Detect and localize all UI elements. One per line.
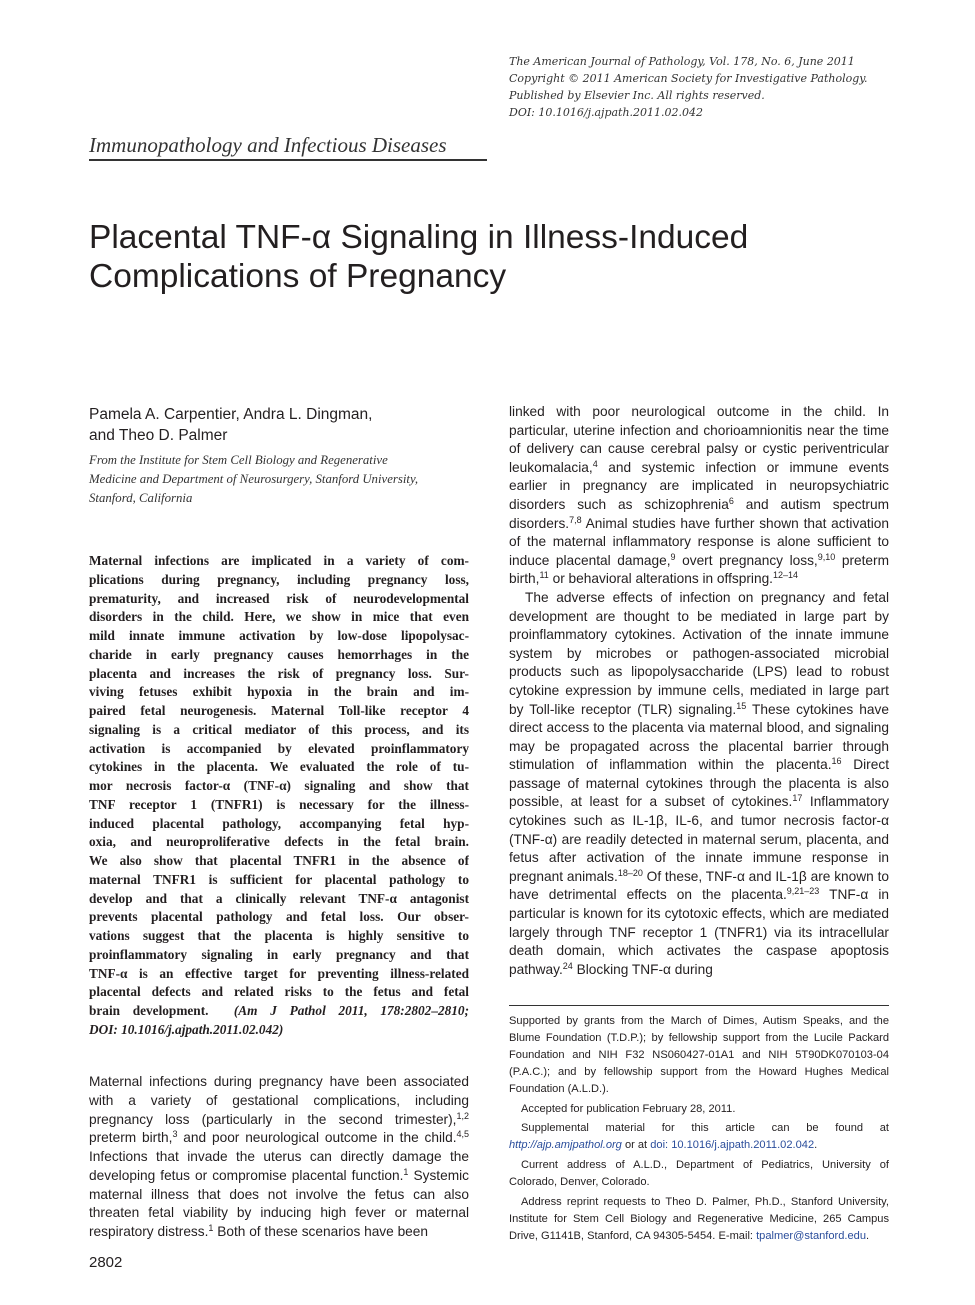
email-link[interactable]: tpalmer@stanford.edu <box>756 1229 867 1242</box>
title-line: Complications of Pregnancy <box>89 258 507 295</box>
abstract-line: proinflammatory signaling in early pregnancy and that <box>89 946 469 962</box>
footnote-rule <box>509 1005 889 1006</box>
abstract-line: disorders in the child. Here, we show in mice that even <box>89 609 469 625</box>
body-text: Systemic maternal illness that does not involve the fetus can also threaten fetal viability by inducing high fever or maternal respiratory distress. <box>89 1167 469 1239</box>
reprint-note <box>509 1194 889 1245</box>
footnote-text: . <box>866 1229 870 1242</box>
journal-line: DOI: 10.1016/j.ajpath.2011.02.042 <box>509 106 704 119</box>
supplemental-note <box>509 1120 889 1154</box>
abstract-line: charide in early pregnancy causes hemorrhages in the <box>89 646 469 662</box>
body-text: Infections that invade the uterus can directly damage the developing fetus or compromise placental function. <box>89 1149 469 1183</box>
body-text: preterm birth, <box>89 1130 173 1146</box>
abstract-line: paired fetal neurogenesis. Maternal Toll-like receptor 4 <box>89 703 469 718</box>
abstract-line: prevents placental pathology and fetal loss. Our obser- <box>89 909 469 925</box>
reference-marker[interactable]: 4,5 <box>456 1129 470 1140</box>
footnote-text: or at <box>621 1139 651 1152</box>
abstract-line: mild innate immune activation by low-dose lipopolysac- <box>89 628 469 643</box>
reference-marker[interactable]: 1,2 <box>456 1110 469 1121</box>
body-text: and systemic infection or immune events earlier in pregnancy are implicated in neuropsychiatric disorders such as schizophrenia <box>509 459 889 512</box>
footnote-text: . <box>814 1139 818 1152</box>
affiliation-line: From the Institute for Stem Cell Biology and Regenerative <box>89 453 388 467</box>
authors-line: and Theo D. Palmer <box>89 427 228 444</box>
abstract-line: vations suggest that the placenta is highly sensitive to <box>89 928 469 943</box>
reference-marker[interactable]: 7,8 <box>569 514 582 525</box>
reference-marker[interactable]: 11 <box>539 570 549 581</box>
reference-marker[interactable]: 1 <box>208 1223 214 1233</box>
abstract-line: maternal TNFR1 is sufficient for placental pathology to <box>89 871 469 887</box>
title-line: Placental TNF-α Signaling in Illness-Induced <box>89 219 749 256</box>
reference-marker[interactable]: 16 <box>831 756 842 767</box>
page-number: 2802 <box>89 1254 123 1271</box>
reference-marker[interactable]: 17 <box>792 793 803 804</box>
body-text: overt pregnancy loss, <box>675 552 818 568</box>
reference-marker[interactable]: 18–20 <box>617 867 643 878</box>
reference-marker[interactable]: 15 <box>736 700 747 711</box>
body-text: linked with poor neurological outcome in the child. In particular, uterine infection and chorioamnionitis near the time of delivery can cause cerebral palsy or cystic periventricular leukomalacia, <box>509 404 889 475</box>
abstract-line: TNF receptor 1 (TNFR1) is necessary for the illness- <box>89 796 469 812</box>
reference-marker[interactable]: 9 <box>670 551 676 562</box>
body-text: Inflammatory cytokines such as IL-1β, IL-6, and tumor necrosis factor-α (TNF-α) are readily detected in maternal serum, placenta, and fetus after activation of the innate immune response in pregnant animals. <box>509 794 889 884</box>
reference-marker[interactable]: 24 <box>562 960 573 971</box>
abstract-line: mor necrosis factor-α (TNF-α) signaling and show that <box>89 778 469 793</box>
accepted-note: Accepted for publication February 28, 2011. <box>521 1102 736 1115</box>
reference-marker[interactable]: 9,10 <box>817 551 836 562</box>
abstract-line: develop and that a clinically relevant TNF-α antagonist <box>89 890 469 906</box>
affiliation <box>89 451 479 508</box>
abstract-line: plications during pregnancy, including pregnancy loss, <box>89 571 469 587</box>
current-address-note: Current address of A.L.D., Department of Pediatrics, University of Colorado, Denver, Colorado. <box>509 1159 889 1189</box>
abstract-citation: (Am J Pathol 2011, 178:2802–2810; <box>233 1003 469 1018</box>
abstract-line: induced placental pathology, accompanying fetal hyp- <box>89 815 469 831</box>
reference-marker[interactable]: 12–14 <box>772 570 799 581</box>
body-paragraph <box>89 1073 469 1242</box>
body-text-right-column <box>509 403 889 979</box>
reference-marker[interactable]: 4 <box>592 458 598 469</box>
reference-marker[interactable]: 9,21–23 <box>786 886 820 897</box>
journal-line: Published by Elsevier Inc. All rights reserved. <box>509 89 765 102</box>
abstract-final-text: brain development. <box>89 1003 209 1018</box>
body-text: Direct passage of maternal cytokines through the placenta is also possible, at least for a subset of cytokines. <box>509 757 889 810</box>
section-rule <box>89 159 487 161</box>
body-text: or behavioral alterations in offspring. <box>548 571 773 587</box>
reference-marker[interactable]: 1 <box>403 1166 409 1177</box>
abstract-line: oxia, and neuroproliferative defects in the fetal brain. <box>89 834 469 850</box>
affiliation-line: Medicine and Department of Neurosurgery, Stanford University, <box>89 472 419 486</box>
body-text: preterm birth, <box>509 552 890 587</box>
journal-citation-header <box>509 53 909 121</box>
abstract-line: placental defects and related risks to the fetus and fetal <box>89 984 469 1000</box>
footnote-text: Supplemental material for this article can be found at <box>521 1122 889 1135</box>
abstract-line: viving fetuses exhibit hypoxia in the brain and im- <box>89 684 469 700</box>
article-title <box>89 218 909 296</box>
body-paragraph <box>509 403 889 589</box>
abstract-line: signaling is a critical mediator of this process, and its <box>89 721 469 737</box>
reference-marker[interactable]: 6 <box>728 495 734 506</box>
body-text: Both of these scenarios have been <box>213 1224 429 1239</box>
abstract-line <box>89 1002 469 1021</box>
affiliation-line: Stanford, California <box>89 491 193 505</box>
body-text: Of these, TNF-α and IL-1β are known to have detrimental effects on the placenta. <box>509 868 889 903</box>
abstract-line: activation is accompanied by elevated proinflammatory <box>89 740 469 756</box>
body-text: TNF-α in particular is known for its cytotoxic effects, which are mediated largely through TNF receptor 1 (TNFR1) via its intracellular death domain, which activates the caspase apoptosis pathway. <box>509 887 889 977</box>
body-text-left-column <box>89 1073 469 1242</box>
author-list <box>89 404 479 446</box>
supplemental-link[interactable]: http://ajp.amjpathol.org <box>509 1139 622 1152</box>
abstract-line: prematurity, and increased risk of neurodevelopmental <box>89 590 469 606</box>
abstract-line: We also show that placental TNFR1 in the absence of <box>89 853 469 868</box>
footnotes <box>509 1013 889 1248</box>
body-text: The adverse effects of infection on pregnancy and fetal development are thought to be mediated in large part by proinflammatory cytokines. Activation of the innate immune system by microbes or pathogen-associated microbial products such as lipopolysaccharide (LPS) lead to robust cytokine expression by immune cells, mediated in large part by Toll-like receptor (TLR) signaling. <box>509 589 889 717</box>
abstract-citation-doi: DOI: 10.1016/j.ajpath.2011.02.042) <box>89 1021 284 1037</box>
body-text: Blocking TNF-α during <box>572 961 713 977</box>
body-text: and autism spectrum disorders. <box>509 496 889 531</box>
footnote-text: Address reprint requests to Theo D. Palmer, Ph.D., Stanford University, Institute for Stem Cell Biology and Regenerative Medicine, 265 Campus Drive, G1141B, Stanford, CA 94305-5454. E-mail: <box>509 1196 889 1242</box>
body-paragraph <box>509 589 889 979</box>
journal-line: Copyright © 2011 American Society for Investigative Pathology. <box>509 72 868 85</box>
section-heading: Immunopathology and Infectious Diseases <box>89 133 447 157</box>
doi-link[interactable]: doi: 10.1016/j.ajpath.2011.02.042 <box>650 1139 815 1152</box>
abstract-line: Maternal infections are implicated in a variety of com- <box>89 553 469 568</box>
abstract-line: TNF-α is an effective target for preventing illness-related <box>89 965 469 981</box>
body-text: These cytokines have direct access to the placenta via maternal blood, and signaling may be propagated across the placental barrier through stimulation of inflammation within the placenta. <box>509 701 889 773</box>
abstract-line: placenta and increases the risk of pregnancy loss. Sur- <box>89 665 469 681</box>
journal-line: The American Journal of Pathology, Vol. 178, No. 6, June 2011 <box>509 55 855 68</box>
authors-line: Pamela A. Carpentier, Andra L. Dingman, <box>89 406 373 423</box>
reference-marker[interactable]: 3 <box>172 1129 178 1140</box>
abstract-line: cytokines in the placenta. We evaluated the role of tu- <box>89 759 469 775</box>
body-text: Maternal infections during pregnancy have been associated with a variety of gestational complications, including pregnancy loss (particularly in the second trimester), <box>89 1074 469 1127</box>
body-text: and poor neurological outcome in the child. <box>177 1130 457 1146</box>
body-text: Animal studies have further shown that activation of the maternal inflammatory response is alone sufficient to induce placental damage, <box>509 515 889 568</box>
funding-note: Supported by grants from the March of Dimes, Autism Speaks, and the Blume Foundation (T.D.P.); by fellowship support from the Lucile Packard Foundation and NIH F32 NS060427-01A1 and NIH 5T90DK070103-04 (P.A.C.); and by fellowship support from the Howard Hughes Medical Foundation (A.L.D.). <box>509 1015 889 1095</box>
abstract <box>89 552 469 1040</box>
